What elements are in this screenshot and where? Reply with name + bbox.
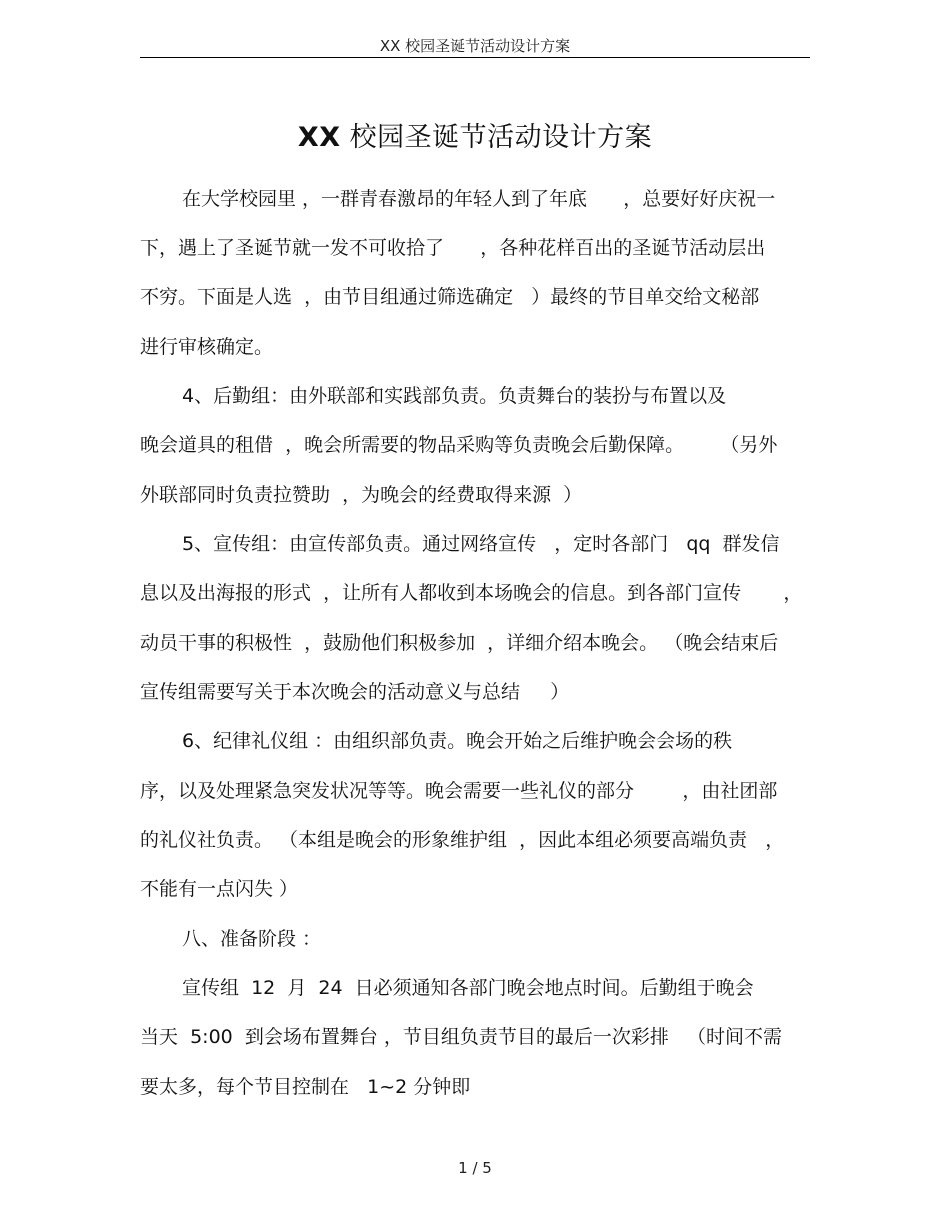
paragraph-line: 息以及出海报的形式 ，让所有人都收到本场晚会的信息。到各部门宣传 ， <box>140 582 803 604</box>
title-text: 校园圣诞节活动设计方案 <box>340 122 653 153</box>
paragraph-line: 进行审核确定。 <box>140 336 274 358</box>
paragraph-line: 6、纪律礼仪组 ：由组织部负责。晚会开始之后维护晚会会场的秩 <box>182 730 733 752</box>
title-prefix: XX <box>297 122 341 153</box>
paragraph-line: 外联部同时负责拉赞助 ，为晚会的经费取得来源 ） <box>140 484 583 506</box>
paragraph-line: 的礼仪社负责。 （本组是晚会的形象维护组 ，因此本组必须要高端负责 ， <box>140 829 785 851</box>
document-title <box>140 118 810 158</box>
paragraph-line: 5、宣传组：由宣传部负责。通过网络宣传 ，定时各部门 qq 群发信 <box>182 533 780 555</box>
section-heading: 八、准备阶段 ： <box>182 928 322 950</box>
page-number: 1 / 5 <box>458 1159 492 1177</box>
header-divider <box>140 57 810 58</box>
paragraph-line: 动员干事的积极性 ，鼓励他们积极参加 ，详细介绍本晚会。 （晚会结束后 <box>140 632 779 654</box>
paragraph-line: 当天 5:00 到会场布置舞台 ，节目组负责节目的最后一次彩排 （时间不需 <box>140 1026 782 1048</box>
paragraph-line: 下，遇上了圣诞节就一发不可收拾了 ，各种花样百出的圣诞节活动层出 <box>140 237 766 259</box>
paragraph-line: 不穷。下面是人选 ，由节目组通过筛选确定 ）最终的节目单交给文秘部 <box>140 286 760 308</box>
paragraph-line: 在大学校园里 ，一群青春激昂的年轻人到了年底 ，总要好好庆祝一 <box>182 188 776 210</box>
running-header: XX 校园圣诞节活动设计方案 <box>379 37 571 55</box>
paragraph-line: 4、后勤组：由外联部和实践部负责。负责舞台的装扮与布置以及 <box>182 385 727 407</box>
paragraph-line: 要太多，每个节目控制在 1~2 分钟即 <box>140 1076 471 1098</box>
paragraph-line: 晚会道具的租借 ，晚会所需要的物品采购等负责晚会后勤保障。 （另外 <box>140 434 778 456</box>
paragraph-line: 序，以及处理紧急突发状况等等。晚会需要一些礼仪的部分 ，由社团部 <box>140 780 778 802</box>
paragraph-line: 宣传组 12 月 24 日必须通知各部门晚会地点时间。后勤组于晚会 <box>182 977 754 999</box>
paragraph-line: 不能有一点闪失 ） <box>140 878 299 900</box>
paragraph-line: 宣传组需要写关于本次晚会的活动意义与总结 ） <box>140 681 570 703</box>
